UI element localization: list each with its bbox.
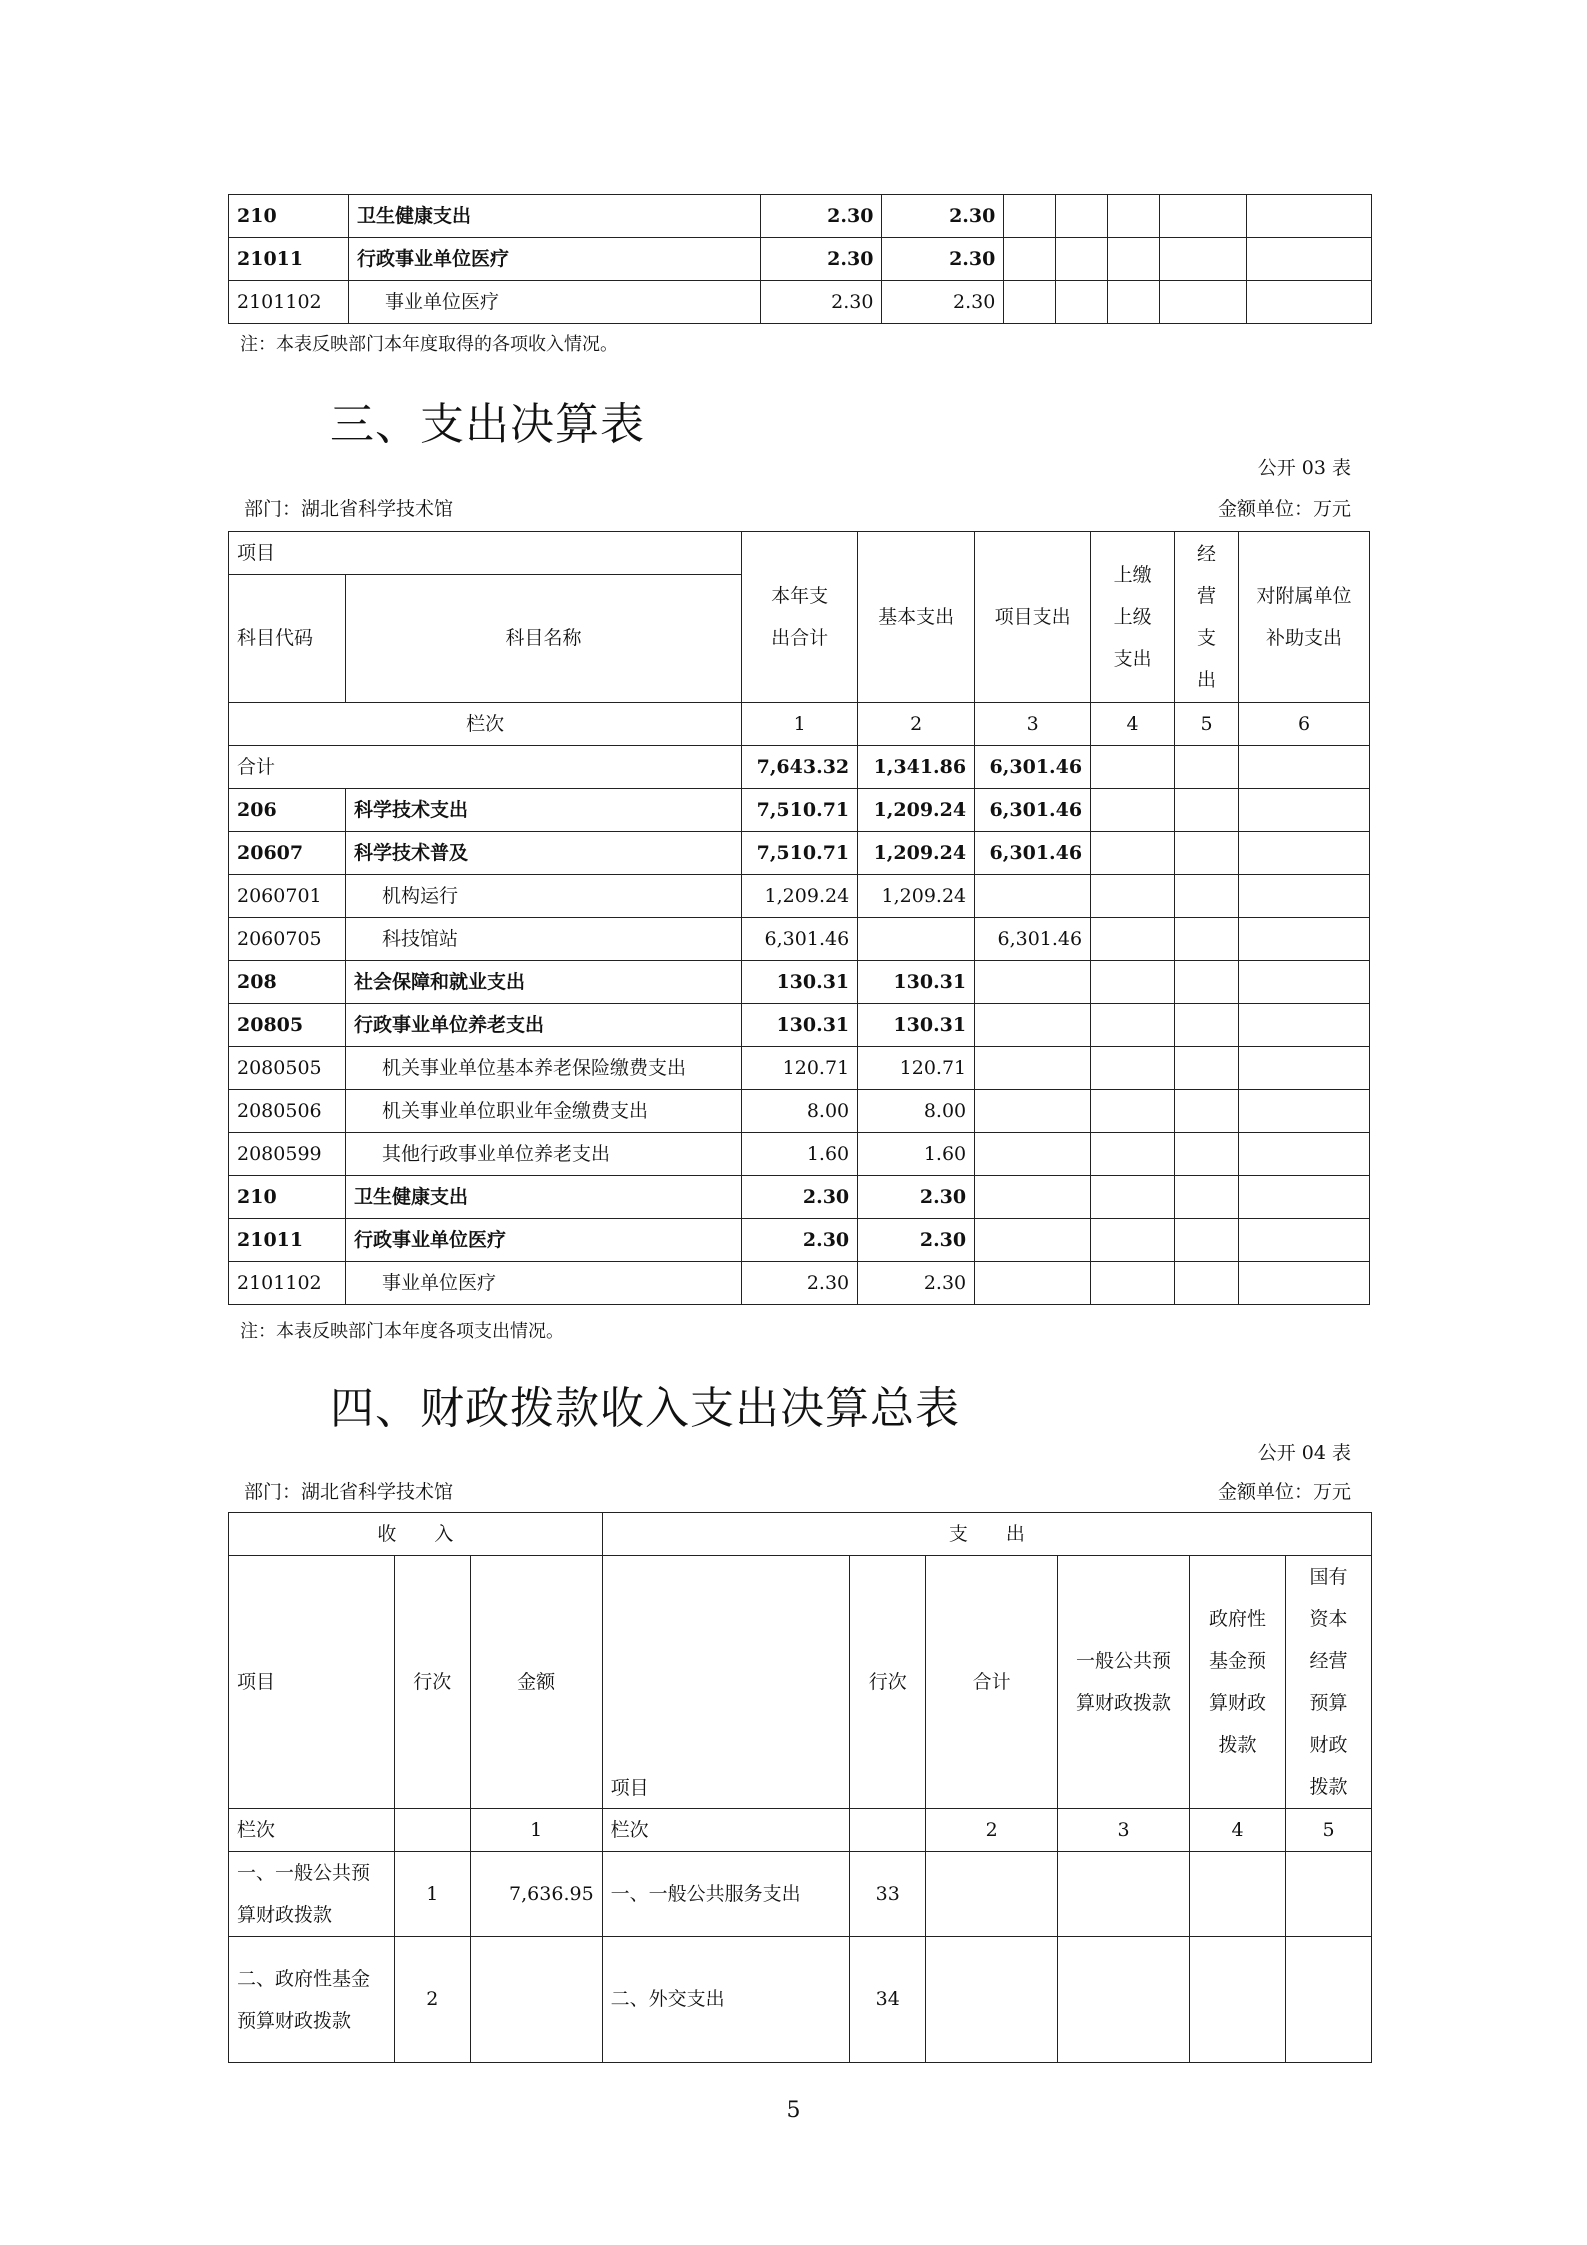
section4-table-number: 公开 04 表	[1257, 1442, 1351, 1464]
row-value-5	[1175, 832, 1239, 875]
expense-line: 33	[850, 1852, 926, 1937]
colnum-2: 2	[858, 703, 975, 746]
header-expense-total: 合计	[926, 1556, 1058, 1809]
row-name: 科学技术普及	[345, 832, 741, 875]
row-value-5	[1175, 1219, 1239, 1262]
expense-value-3	[1058, 1852, 1190, 1937]
row-value-2: 2.30	[882, 195, 1004, 238]
table-row	[229, 281, 1372, 324]
row-value-4	[1091, 1090, 1175, 1133]
total-label: 合计	[229, 746, 742, 789]
row-value-1: 2.30	[742, 1219, 858, 1262]
colnum-4: 4	[1091, 703, 1175, 746]
row-value-2: 1,209.24	[858, 875, 975, 918]
row-value-1: 2.30	[760, 281, 882, 324]
row-value-5	[1175, 961, 1239, 1004]
expense-item: 一、一般公共服务支出	[602, 1852, 850, 1937]
row-name: 行政事业单位养老支出	[345, 1004, 741, 1047]
total-value-2: 1,341.86	[858, 746, 975, 789]
row-name: 事业单位医疗	[345, 1262, 741, 1305]
row-value-5	[1175, 1262, 1239, 1305]
income-item: 二、政府性基金预算财政拨款	[229, 1937, 395, 2063]
colnum-3: 3	[975, 703, 1091, 746]
row-value-4	[1091, 1176, 1175, 1219]
row-value-5	[1175, 1047, 1239, 1090]
row-value-3	[1004, 195, 1056, 238]
table-row	[229, 1262, 1370, 1305]
row-value-6	[1238, 961, 1369, 1004]
income-item: 一、一般公共预算财政拨款	[229, 1852, 395, 1937]
colnum-1: 1	[742, 703, 858, 746]
row-value-5	[1175, 918, 1239, 961]
row-value-2: 2.30	[858, 1219, 975, 1262]
row-name: 事业单位医疗	[348, 281, 760, 324]
table-row	[229, 789, 1370, 832]
row-value-3	[975, 875, 1091, 918]
table-row	[229, 1004, 1370, 1047]
row-value-3	[975, 1176, 1091, 1219]
table-row	[229, 1937, 1372, 2063]
expenditure-table	[228, 531, 1370, 1305]
row-value-6	[1238, 1176, 1369, 1219]
row-value-3	[975, 1090, 1091, 1133]
header-upper-label: 上缴上级支出	[1113, 564, 1152, 670]
row-value-3	[975, 961, 1091, 1004]
total-value-4	[1091, 746, 1175, 789]
header-state-capital	[1285, 1556, 1371, 1809]
row-value-4	[1091, 961, 1175, 1004]
table-row	[229, 1176, 1370, 1219]
row-value-6	[1160, 281, 1247, 324]
header-subsidy	[1238, 532, 1369, 703]
row-value-6	[1238, 875, 1369, 918]
row-value-2: 2.30	[882, 238, 1004, 281]
header-code: 科目代码	[229, 575, 346, 703]
row-name: 科技馆站	[345, 918, 741, 961]
header-total-label: 本年支出合计	[771, 585, 829, 649]
row-value-7	[1247, 238, 1372, 281]
header-income-line: 行次	[394, 1556, 470, 1809]
row-code: 2101102	[229, 281, 349, 324]
income-table-note: 注：本表反映部门本年度取得的各项收入情况。	[240, 334, 618, 355]
row-value-6	[1238, 1004, 1369, 1047]
colnum-expense-5: 5	[1285, 1809, 1371, 1852]
row-value-5	[1108, 281, 1160, 324]
header-income-project: 项目	[229, 1556, 395, 1809]
header-general-budget	[1058, 1556, 1190, 1809]
total-value-6	[1238, 746, 1369, 789]
row-value-1: 130.31	[742, 961, 858, 1004]
colnum-expense-4: 4	[1190, 1809, 1286, 1852]
header-income-amount: 金额	[470, 1556, 602, 1809]
income-line: 1	[394, 1852, 470, 1937]
expense-value-4	[1190, 1852, 1286, 1937]
row-name: 科学技术支出	[345, 789, 741, 832]
row-name: 卫生健康支出	[348, 195, 760, 238]
row-name: 行政事业单位医疗	[348, 238, 760, 281]
row-value-2: 120.71	[858, 1047, 975, 1090]
row-value-4	[1091, 875, 1175, 918]
row-value-4	[1056, 238, 1108, 281]
row-value-3	[975, 1219, 1091, 1262]
total-value-3: 6,301.46	[975, 746, 1091, 789]
colnum-income-blank	[394, 1809, 470, 1852]
row-value-3	[975, 1133, 1091, 1176]
row-value-2: 2.30	[858, 1176, 975, 1219]
table-row	[229, 918, 1370, 961]
income-amount: 7,636.95	[470, 1852, 602, 1937]
row-value-5	[1175, 875, 1239, 918]
row-value-6	[1238, 1133, 1369, 1176]
colnum-6: 6	[1238, 703, 1369, 746]
table-row	[229, 875, 1370, 918]
header-gov-fund-label: 政府性基金预算财政拨款	[1208, 1608, 1266, 1756]
row-value-2: 130.31	[858, 961, 975, 1004]
row-value-2: 2.30	[858, 1262, 975, 1305]
colnum-expense-blank	[850, 1809, 926, 1852]
row-value-2: 1,209.24	[858, 789, 975, 832]
row-code: 2060701	[229, 875, 346, 918]
row-value-5	[1175, 1133, 1239, 1176]
section3-unit: 金额单位：万元	[1217, 498, 1351, 520]
row-value-1: 2.30	[742, 1262, 858, 1305]
row-value-3: 6,301.46	[975, 832, 1091, 875]
header-business-label: 经营支出	[1197, 543, 1217, 691]
table-row	[229, 1133, 1370, 1176]
colnum-income-1: 1	[470, 1809, 602, 1852]
header-gov-fund	[1190, 1556, 1286, 1809]
section4-department: 部门：湖北省科学技术馆	[244, 1481, 454, 1503]
row-value-5	[1108, 195, 1160, 238]
row-value-4	[1091, 1133, 1175, 1176]
row-value-3	[975, 1004, 1091, 1047]
row-value-1: 2.30	[742, 1176, 858, 1219]
row-name: 行政事业单位医疗	[345, 1219, 741, 1262]
row-value-6	[1238, 1262, 1369, 1305]
row-value-4	[1091, 918, 1175, 961]
row-value-4	[1091, 789, 1175, 832]
row-name: 卫生健康支出	[345, 1176, 741, 1219]
row-value-4	[1091, 1004, 1175, 1047]
row-value-6	[1238, 789, 1369, 832]
row-value-4	[1091, 1262, 1175, 1305]
header-upper	[1091, 532, 1175, 703]
row-value-3	[1004, 281, 1056, 324]
row-value-1: 8.00	[742, 1090, 858, 1133]
row-value-6	[1160, 195, 1247, 238]
row-value-6	[1238, 918, 1369, 961]
row-value-5	[1175, 1004, 1239, 1047]
table-row	[229, 1852, 1372, 1937]
income-amount	[470, 1937, 602, 2063]
row-value-1: 6,301.46	[742, 918, 858, 961]
row-value-3	[1004, 238, 1056, 281]
row-value-5	[1108, 238, 1160, 281]
row-value-1: 7,510.71	[742, 789, 858, 832]
row-value-6	[1160, 238, 1247, 281]
row-code: 20805	[229, 1004, 346, 1047]
row-value-2: 1.60	[858, 1133, 975, 1176]
section4-unit: 金额单位：万元	[1217, 1481, 1351, 1503]
header-state-capital-label: 国有资本经营预算财政拨款	[1309, 1566, 1348, 1798]
row-value-3: 6,301.46	[975, 918, 1091, 961]
row-name: 其他行政事业单位养老支出	[345, 1133, 741, 1176]
row-code: 2101102	[229, 1262, 346, 1305]
table-row	[229, 961, 1370, 1004]
row-value-2: 130.31	[858, 1004, 975, 1047]
expense-value-4	[1190, 1937, 1286, 2063]
page-number: 5	[786, 2098, 801, 2123]
total-row	[229, 746, 1370, 789]
row-value-1: 1.60	[742, 1133, 858, 1176]
colnum-expense-label: 栏次	[602, 1809, 850, 1852]
row-value-1: 2.30	[760, 195, 882, 238]
row-code: 2060705	[229, 918, 346, 961]
header-item: 项目支出	[975, 532, 1091, 703]
row-value-2: 1,209.24	[858, 832, 975, 875]
row-value-1: 1,209.24	[742, 875, 858, 918]
row-name: 机构运行	[345, 875, 741, 918]
row-code: 21011	[229, 238, 349, 281]
row-value-1: 2.30	[760, 238, 882, 281]
header-expense-line: 行次	[850, 1556, 926, 1809]
row-name: 机关事业单位基本养老保险缴费支出	[345, 1047, 741, 1090]
row-value-2: 2.30	[882, 281, 1004, 324]
row-code: 208	[229, 961, 346, 1004]
row-code: 2080599	[229, 1133, 346, 1176]
row-code: 210	[229, 195, 349, 238]
expense-value-5	[1285, 1937, 1371, 2063]
row-code: 206	[229, 789, 346, 832]
header-income: 收 入	[229, 1513, 603, 1556]
row-value-3	[975, 1047, 1091, 1090]
expense-value-2	[926, 1937, 1058, 2063]
row-value-6	[1238, 832, 1369, 875]
row-value-4	[1091, 832, 1175, 875]
expense-value-3	[1058, 1937, 1190, 2063]
header-general-budget-label: 一般公共预算财政拨款	[1076, 1650, 1172, 1714]
row-value-5	[1175, 789, 1239, 832]
header-project: 项目	[229, 532, 742, 575]
income-line: 2	[394, 1937, 470, 2063]
colnum-expense-3: 3	[1058, 1809, 1190, 1852]
section4-title: 四、财政拨款收入支出决算总表	[330, 1383, 960, 1434]
section3-table-number: 公开 03 表	[1257, 457, 1351, 479]
row-value-2: 8.00	[858, 1090, 975, 1133]
header-expense: 支 出	[602, 1513, 1371, 1556]
section3-department: 部门：湖北省科学技术馆	[244, 498, 454, 520]
row-value-2	[858, 918, 975, 961]
row-value-3	[975, 1262, 1091, 1305]
expenditure-table-note: 注：本表反映部门本年度各项支出情况。	[240, 1321, 564, 1342]
table-row	[229, 195, 1372, 238]
total-value-5	[1175, 746, 1239, 789]
header-expense-project: 项目	[602, 1556, 850, 1809]
row-value-4	[1056, 195, 1108, 238]
row-value-1: 120.71	[742, 1047, 858, 1090]
table-row	[229, 1090, 1370, 1133]
expense-value-2	[926, 1852, 1058, 1937]
section3-title: 三、支出决算表	[330, 399, 645, 450]
header-basic: 基本支出	[858, 532, 975, 703]
row-code: 210	[229, 1176, 346, 1219]
row-value-4	[1056, 281, 1108, 324]
row-code: 2080505	[229, 1047, 346, 1090]
row-value-1: 7,510.71	[742, 832, 858, 875]
row-name: 机关事业单位职业年金缴费支出	[345, 1090, 741, 1133]
table-row	[229, 1047, 1370, 1090]
table-row	[229, 1219, 1370, 1262]
row-value-4	[1091, 1219, 1175, 1262]
row-value-5	[1175, 1090, 1239, 1133]
row-name: 社会保障和就业支出	[345, 961, 741, 1004]
fiscal-summary-table	[228, 1512, 1372, 2063]
colnum-expense-2: 2	[926, 1809, 1058, 1852]
row-value-7	[1247, 281, 1372, 324]
colnum-5: 5	[1175, 703, 1239, 746]
header-subsidy-label: 对附属单位补助支出	[1256, 585, 1352, 649]
row-code: 21011	[229, 1219, 346, 1262]
row-value-6	[1238, 1047, 1369, 1090]
expense-value-5	[1285, 1852, 1371, 1937]
row-value-1: 130.31	[742, 1004, 858, 1047]
income-table-continuation	[228, 194, 1372, 324]
row-value-6	[1238, 1090, 1369, 1133]
expense-line: 34	[850, 1937, 926, 2063]
table-row	[229, 832, 1370, 875]
row-value-3: 6,301.46	[975, 789, 1091, 832]
row-value-4	[1091, 1047, 1175, 1090]
header-total	[742, 532, 858, 703]
row-value-7	[1247, 195, 1372, 238]
total-value-1: 7,643.32	[742, 746, 858, 789]
table-row	[229, 238, 1372, 281]
header-business	[1175, 532, 1239, 703]
row-value-5	[1175, 1176, 1239, 1219]
expense-item: 二、外交支出	[602, 1937, 850, 2063]
row-value-6	[1238, 1219, 1369, 1262]
header-name: 科目名称	[345, 575, 741, 703]
colnum-income-label: 栏次	[229, 1809, 395, 1852]
header-colnum: 栏次	[229, 703, 742, 746]
row-code: 2080506	[229, 1090, 346, 1133]
row-code: 20607	[229, 832, 346, 875]
